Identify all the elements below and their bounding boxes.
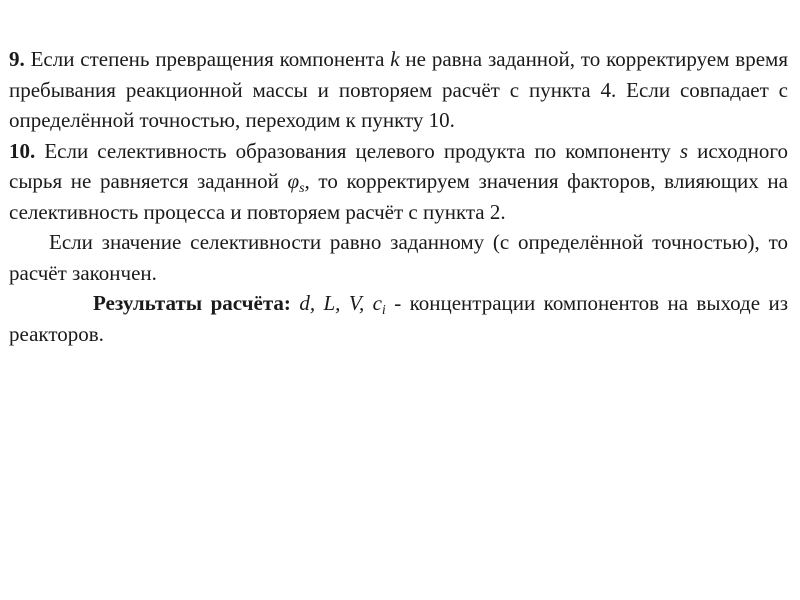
text-body — [9, 44, 788, 349]
variable-phi: φ — [287, 169, 300, 193]
paragraph-step-10 — [9, 136, 788, 228]
paragraph-results — [9, 288, 788, 349]
step-9-text-part2: не равна заданной, то корректируем время пребывания реакционной массы и повторяем расчёт с пункта 4. Если совпадает с определённой точностью, переходим к пункту 10. — [9, 47, 788, 132]
step-9-text-part1: Если степень превращения компонента — [24, 47, 391, 71]
paragraph-completion — [9, 227, 788, 288]
results-variables: d, L, V, c — [290, 291, 382, 315]
completion-text: Если значение селективности равно заданному (с определённой точностью), то расчёт закончен. — [9, 230, 788, 285]
variable-k: k — [390, 47, 400, 71]
variable-phi-subscript: s — [299, 181, 305, 196]
step-10-text-part2: исходного сырья не равняется заданной — [9, 138, 788, 193]
results-text: - концентрации компонентов на выходе из реакторов. — [9, 291, 789, 346]
variable-s: s — [679, 138, 689, 163]
step-number-10: 10. — [9, 138, 36, 163]
step-10-text-part1: Если селективность образования целевого продукта по компоненту — [35, 138, 680, 163]
paragraph-step-9 — [9, 44, 788, 136]
step-10-text-part3: , то корректируем значения факторов, влияющих на селективность процесса и повторяем расчёт с пункта 2. — [9, 169, 788, 224]
results-label: Результаты расчёта: — [93, 291, 291, 315]
step-number-9: 9. — [9, 47, 25, 71]
results-variable-subscript: i — [381, 303, 386, 318]
